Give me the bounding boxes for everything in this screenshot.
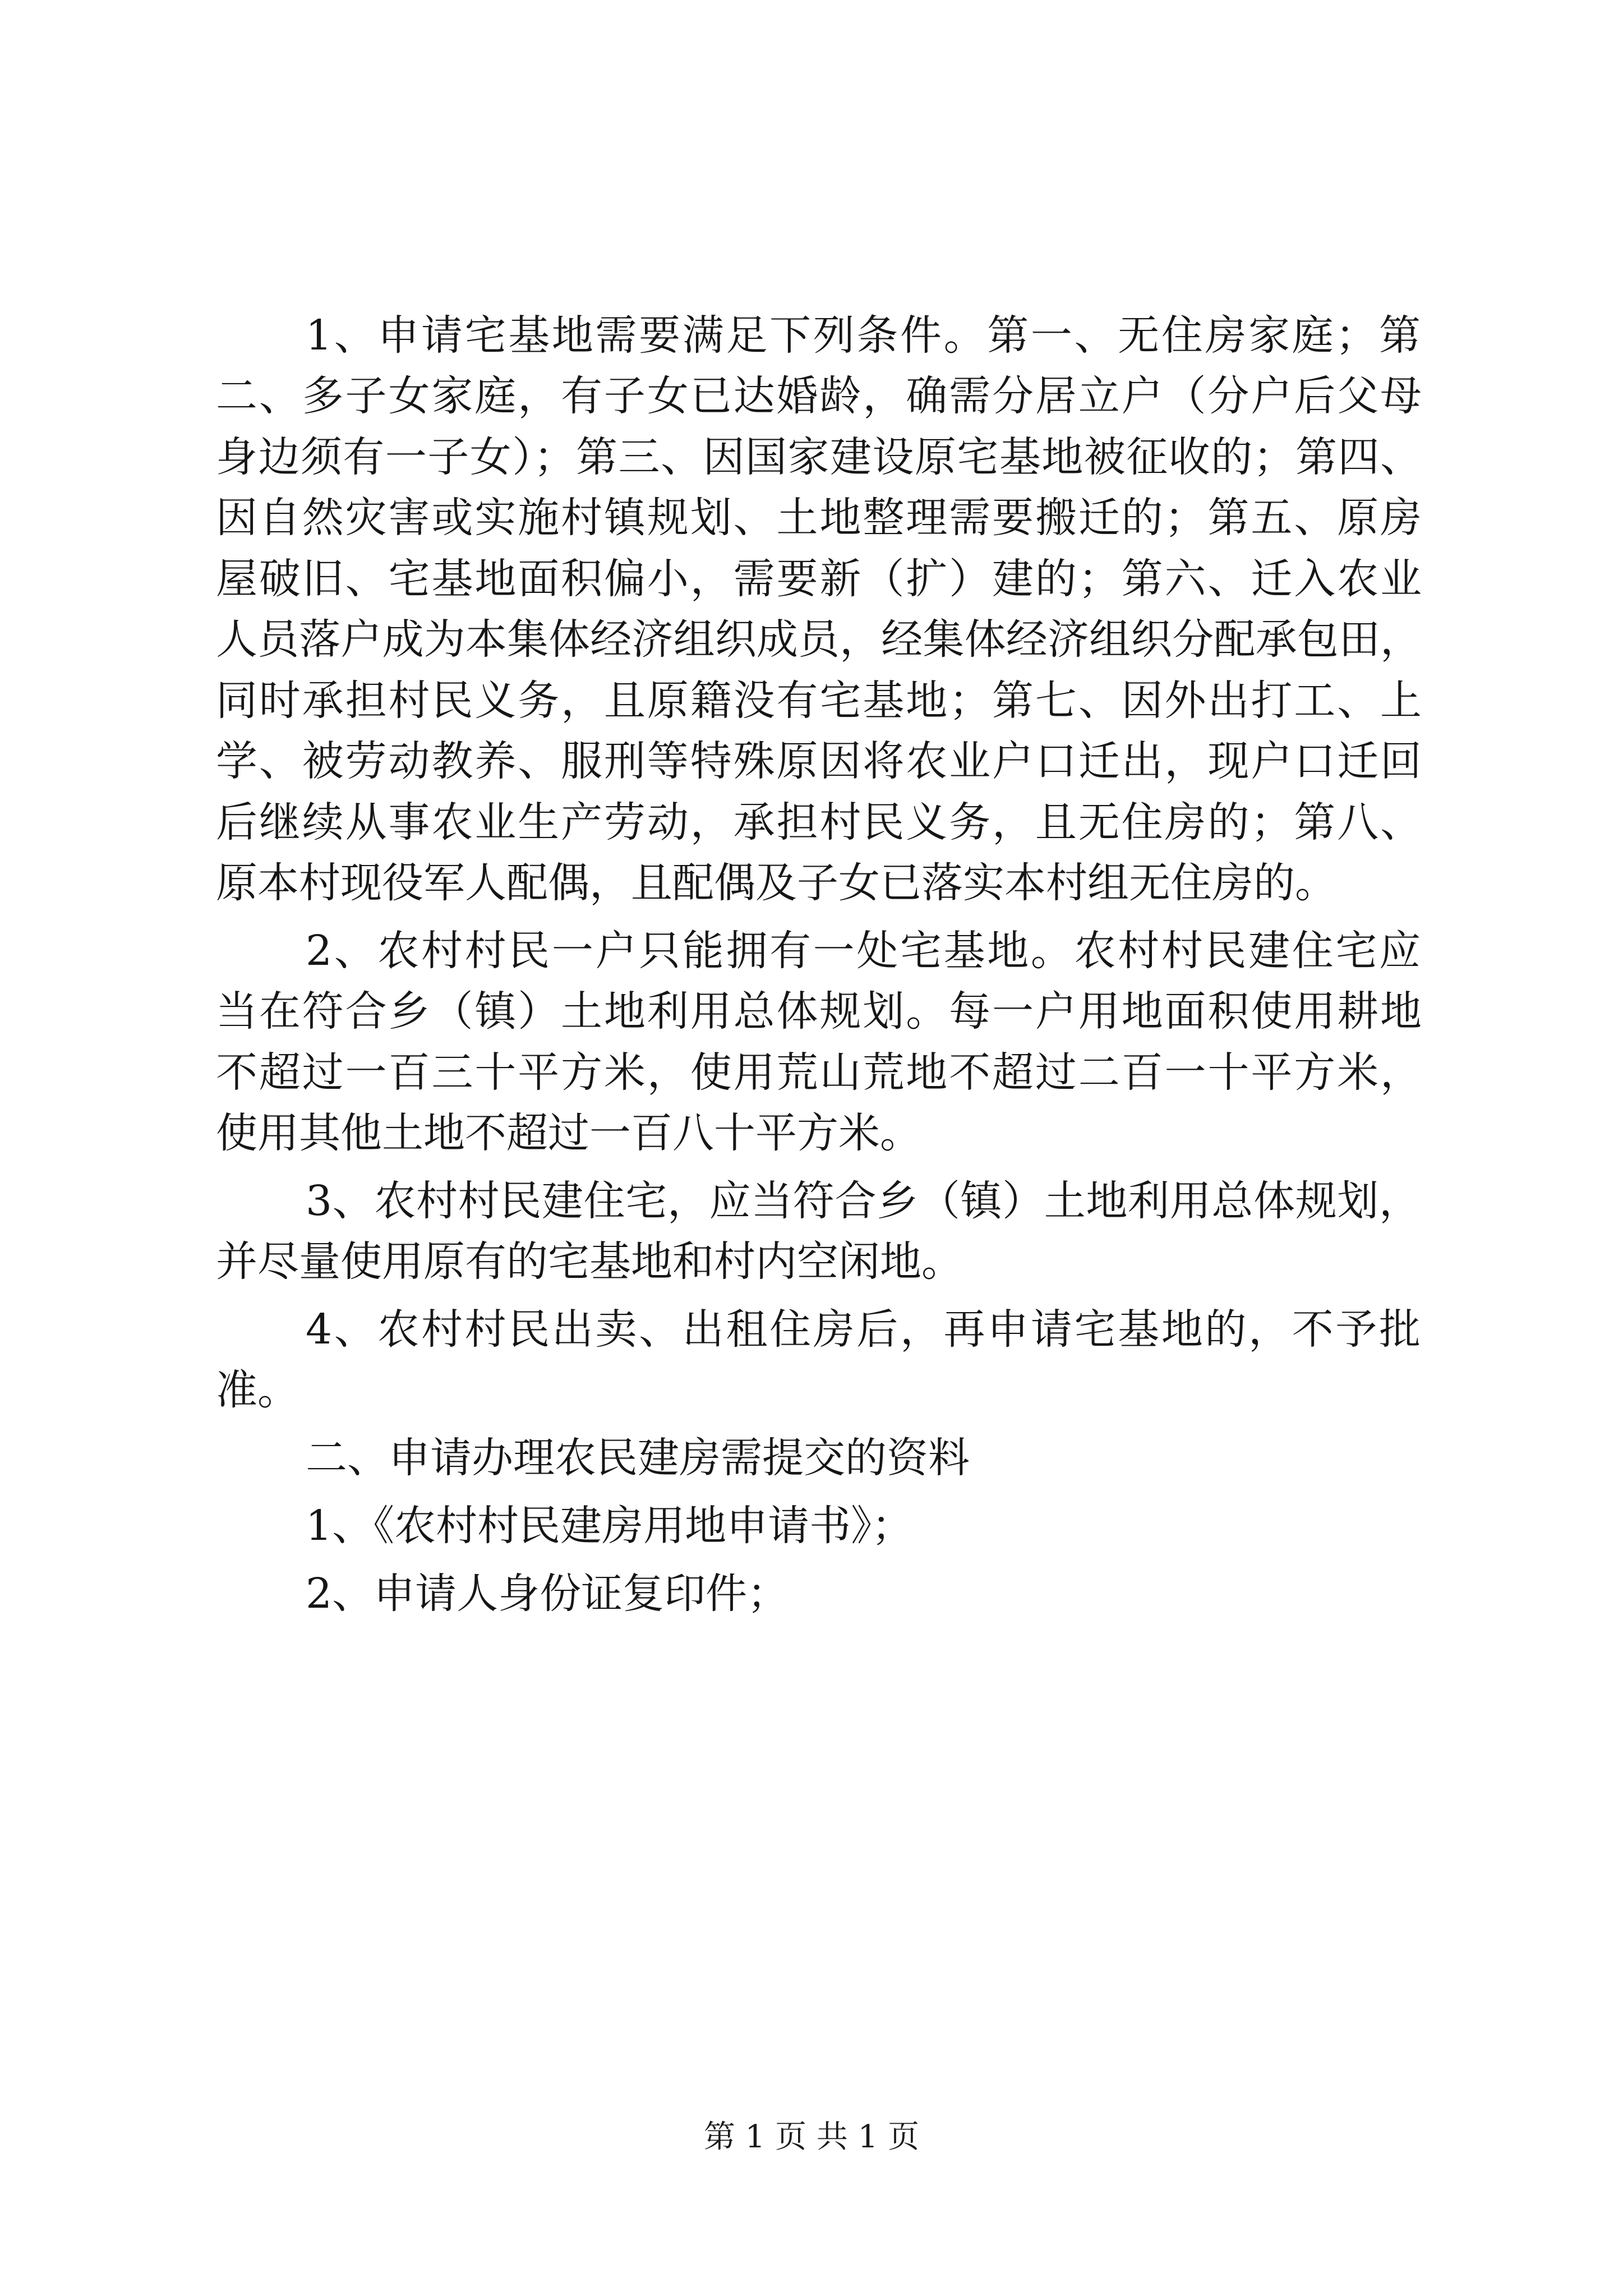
paragraph-line: 人员落户成为本集体经济组织成员，经集体经济组织分配承包田， bbox=[216, 615, 1422, 664]
list-item: 1、《农村村民建房用地申请书》； bbox=[306, 1502, 914, 1550]
paragraph-line: 因自然灾害或实施村镇规划、土地整理需要搬迁的；第五、原房 bbox=[216, 494, 1422, 542]
paragraph-line: 二、多子女家庭，有子女已达婚龄，确需分居立户（分户后父母 bbox=[216, 372, 1422, 420]
paragraph-line: 当在符合乡（镇）土地利用总体规划。每一户用地面积使用耕地 bbox=[216, 987, 1422, 1036]
paragraph-line: 原本村现役军人配偶，且配偶及子女已落实本村组无住房的。 bbox=[216, 859, 1336, 907]
paragraph-line: 不超过一百三十平方米，使用荒山荒地不超过二百一十平方米， bbox=[216, 1048, 1422, 1097]
paragraph-line: 学、被劳动教养、服刑等特殊原因将农业户口迁出，现户口迁回 bbox=[216, 737, 1422, 785]
paragraph-line: 4、农村村民出卖、出租住房后，再申请宅基地的，不予批 bbox=[306, 1305, 1421, 1354]
page-footer: 第 1 页 共 1 页 bbox=[703, 2119, 920, 2155]
paragraph-line: 并尽量使用原有的宅基地和村内空闲地。 bbox=[216, 1237, 963, 1286]
paragraph-line: 身边须有一子女）；第三、因国家建设原宅基地被征收的；第四、 bbox=[216, 433, 1422, 481]
list-item: 2、申请人身份证复印件； bbox=[306, 1570, 789, 1618]
paragraph-line: 屋破旧、宅基地面积偏小，需要新（扩）建的；第六、迁入农业 bbox=[216, 555, 1422, 603]
paragraph-line: 3、农村村民建住宅，应当符合乡（镇）土地利用总体规划， bbox=[306, 1177, 1421, 1225]
paragraph-line: 同时承担村民义务，且原籍没有宅基地；第七、因外出打工、上 bbox=[216, 677, 1422, 725]
paragraph-line: 后继续从事农业生产劳动，承担村民义务，且无住房的；第八、 bbox=[216, 798, 1422, 846]
paragraph-line: 使用其他土地不超过一百八十平方米。 bbox=[216, 1109, 921, 1157]
paragraph-line: 1、申请宅基地需要满足下列条件。第一、无住房家庭；第 bbox=[306, 311, 1421, 360]
paragraph-line: 准。 bbox=[216, 1366, 299, 1414]
paragraph-line: 2、农村村民一户只能拥有一处宅基地。农村村民建住宅应 bbox=[306, 927, 1421, 975]
section-heading: 二、申请办理农民建房需提交的资料 bbox=[306, 1434, 970, 1482]
